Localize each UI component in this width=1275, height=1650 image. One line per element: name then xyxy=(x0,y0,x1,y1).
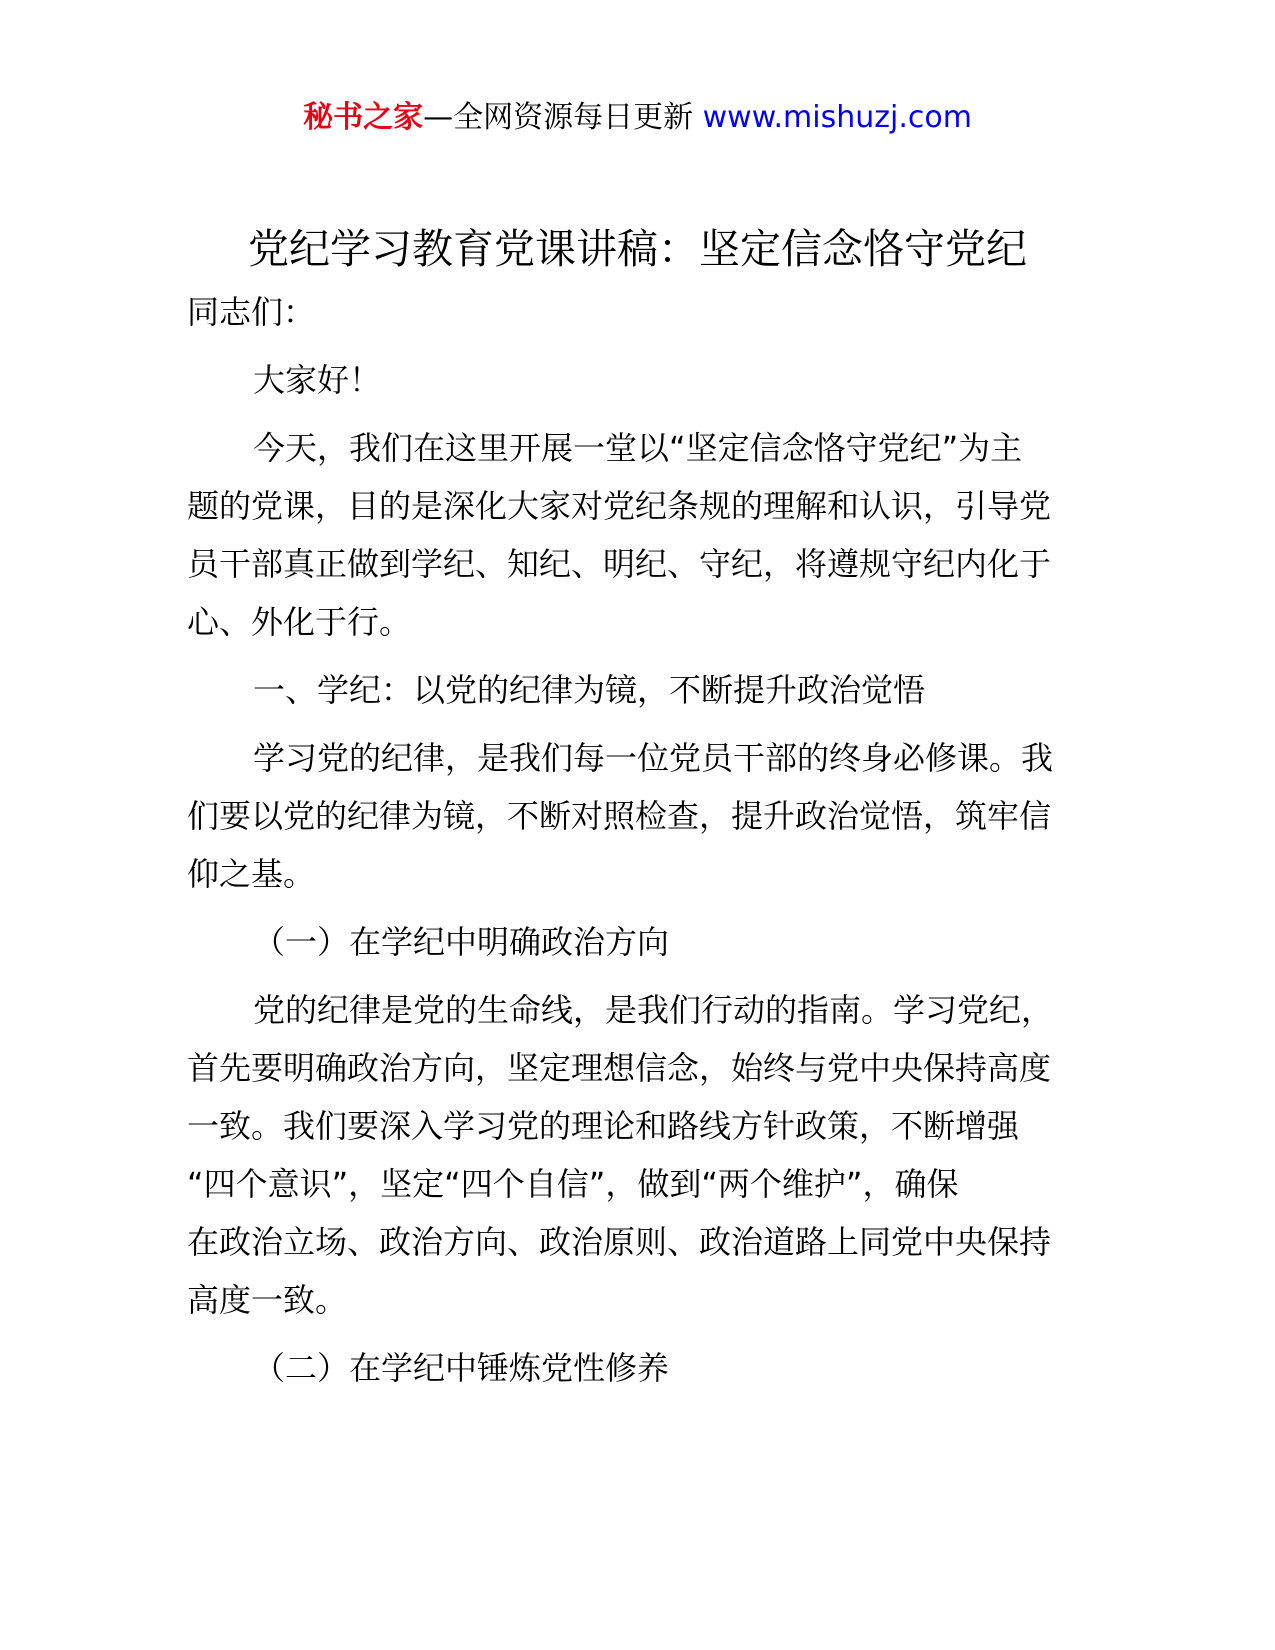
heading-line: 一、学纪：以党的纪律为镜，不断提升政治觉悟 xyxy=(253,671,926,709)
subsection-heading-2 xyxy=(187,1339,1087,1397)
paragraph-section-1 xyxy=(187,729,1087,903)
document-title: 党纪学习教育党课讲稿：坚定信念恪守党纪 xyxy=(248,225,1027,273)
salutation: 同志们： xyxy=(187,293,316,331)
document-body xyxy=(187,283,1087,1397)
paragraph-intro xyxy=(187,419,1087,651)
paragraph-line: 首先要明确政治方向，坚定理想信念，始终与党中央保持高度 xyxy=(187,1049,1052,1087)
paragraph-line: 高度一致。 xyxy=(187,1281,348,1319)
paragraph-line: 大家好！ xyxy=(253,361,382,399)
site-brand: 秘书之家 xyxy=(303,100,424,135)
paragraph-line: 在政治立场、政治方向、政治原则、政治道路上同党中央保持 xyxy=(187,1223,1052,1261)
heading-line: （一）在学纪中明确政治方向 xyxy=(253,923,670,961)
section-heading-1 xyxy=(187,661,1087,719)
site-tagline: —全网资源每日更新 xyxy=(423,100,694,135)
paragraph-line: 心、外化于行。 xyxy=(187,603,412,641)
paragraph-line: 仰之基。 xyxy=(187,855,316,893)
paragraph-subsection-1 xyxy=(187,981,1087,1329)
paragraph-greeting xyxy=(187,351,1087,409)
site-url-link[interactable]: www.mishuzj.com xyxy=(702,100,972,135)
heading-line: （二）在学纪中锤炼党性修养 xyxy=(253,1349,670,1387)
paragraph-line: 们要以党的纪律为镜，不断对照检查，提升政治觉悟，筑牢信 xyxy=(187,797,1052,835)
paragraph-line: 题的党课，目的是深化大家对党纪条规的理解和认识，引导党 xyxy=(187,487,1052,525)
site-header xyxy=(0,96,1275,140)
paragraph-line: 今天，我们在这里开展一堂以“坚定信念恪守党纪”为主 xyxy=(253,429,1023,467)
paragraph-line: 党的纪律是党的生命线，是我们行动的指南。学习党纪， xyxy=(253,991,1054,1029)
paragraph-line: 学习党的纪律，是我们每一位党员干部的终身必修课。我 xyxy=(253,739,1054,777)
subsection-heading-1 xyxy=(187,913,1087,971)
paragraph-line: 员干部真正做到学纪、知纪、明纪、守纪，将遵规守纪内化于 xyxy=(187,545,1052,583)
paragraph-line: “四个意识”，坚定“四个自信”，做到“两个维护”，确保 xyxy=(187,1165,959,1203)
paragraph-line: 一致。我们要深入学习党的理论和路线方针政策，不断增强 xyxy=(187,1107,1020,1145)
